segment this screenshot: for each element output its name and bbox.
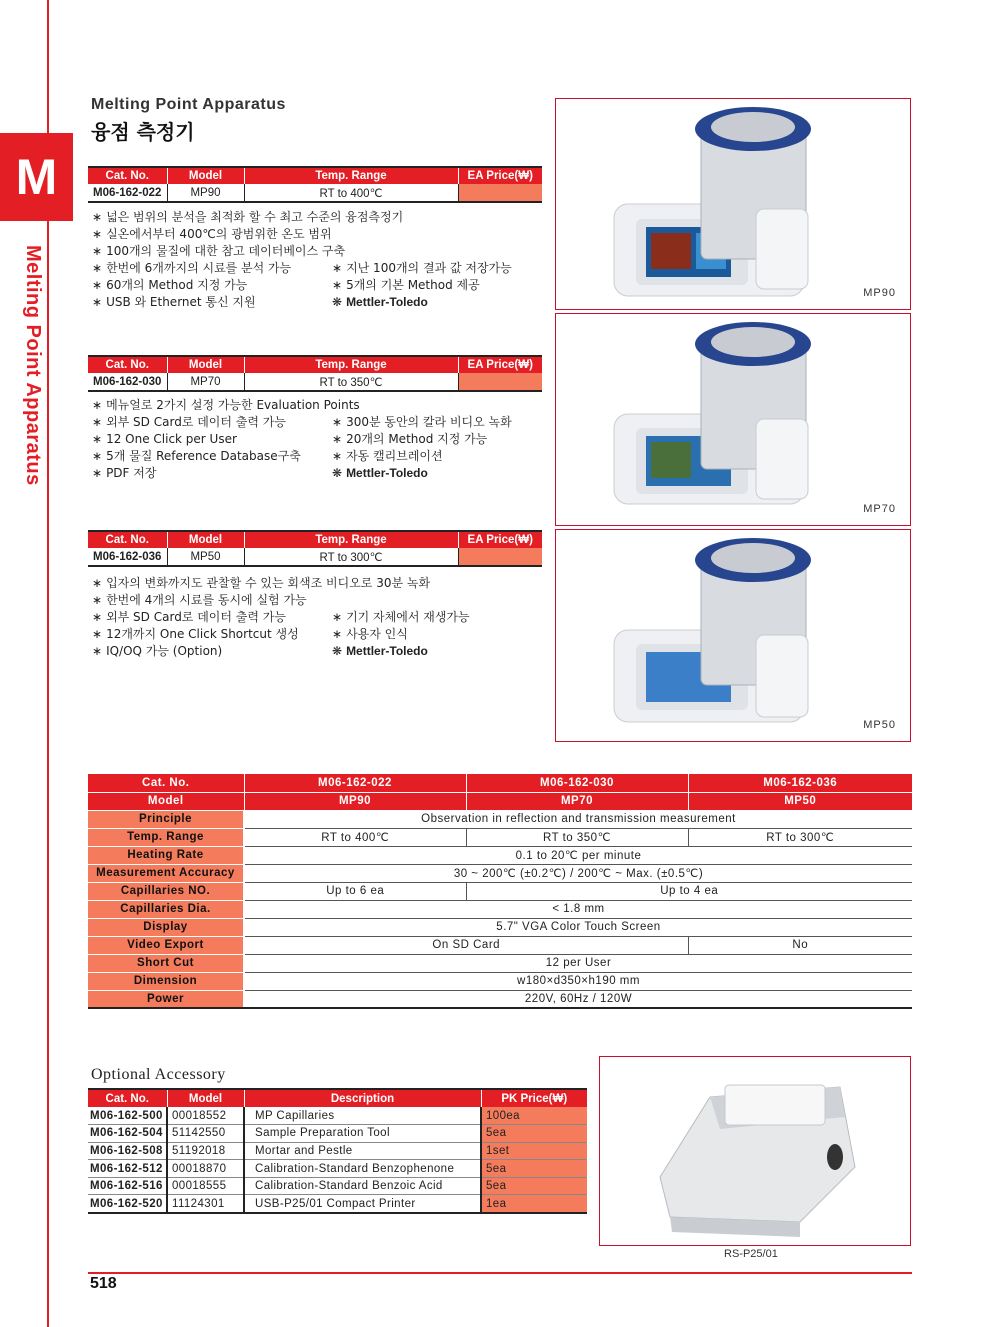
description: USB-P25/01 Compact Printer [244,1195,481,1213]
spec-label: Display [88,918,244,936]
cat-no: M06-162-512 [88,1160,167,1178]
photo-caption: MP70 [863,503,896,515]
feature-text: 메뉴얼로 2가지 설정 가능한 Evaluation Points [106,398,360,412]
spec-row-accuracy [88,864,912,882]
vertical-section-title [14,245,44,505]
spec-row-model [88,792,912,810]
spec-label: Power [88,990,244,1008]
spec-value: MP50 [688,792,912,810]
spec-label: Temp. Range [88,828,244,846]
feature-text: 100개의 물질에 대한 참고 데이터베이스 구축 [106,244,346,258]
spec-value: MP70 [466,792,688,810]
spec-label: Capillaries Dia. [88,900,244,918]
col-temp: Temp. Range [244,531,458,548]
feature-row: ∗ 5개 물질 Reference Database구축 ∗ 자동 캘리브레이션 [92,449,443,463]
description: Mortar and Pestle [244,1142,481,1160]
spec-value: M06-162-022 [244,774,466,792]
page-number: 518 [90,1275,117,1292]
feature-list-mp50 [92,575,470,660]
cat-no: M06-162-504 [88,1125,167,1143]
model: 00018870 [167,1160,244,1178]
melting-point-device-image [556,99,911,310]
feature-text: 12 One Click per User [106,432,237,446]
model: 00018552 [167,1107,244,1125]
product-photo-mp90 [555,98,911,310]
accessory-table [88,1088,587,1214]
price: 1set [481,1142,587,1160]
spec-value: < 1.8 mm [244,900,912,918]
description: Calibration-Standard Benzoic Acid [244,1177,481,1195]
spec-label: Video Export [88,936,244,954]
spec-value: RT to 350℃ [466,828,688,846]
price [458,184,542,202]
cat-no: M06-162-030 [88,373,167,391]
feature-text: 입자의 변화까지도 관찰할 수 있는 회색조 비디오로 30분 녹화 [106,576,431,590]
brand-label: Mettler-Toledo [346,295,428,309]
spec-value: 30 ~ 200℃ (±0.2℃) / 200℃ ~ Max. (±0.5℃) [244,864,912,882]
product-table-mp50 [88,530,542,567]
table-row [88,1142,587,1160]
spec-value: RT to 400℃ [244,828,466,846]
spec-label: Cat. No. [88,774,244,792]
accessory-title: Optional Accessory [91,1066,226,1083]
feature-row: ∗ 입자의 변화까지도 관찰할 수 있는 회색조 비디오로 30분 녹화 [92,576,431,590]
feature-text: 외부 SD Card로 데이터 출력 가능 [106,415,286,429]
temp-range: RT to 350℃ [244,373,458,391]
col-cat: Cat. No. [88,1089,167,1107]
spec-label: Principle [88,810,244,828]
spec-label: Dimension [88,972,244,990]
price: 5ea [481,1125,587,1143]
spec-row-temp [88,828,912,846]
feature-row: ∗ 실온에서부터 400℃의 광범위한 온도 범위 [92,227,332,241]
spec-value: w180×d350×h190 mm [244,972,912,990]
feature-text: 한번에 4개의 시료를 동시에 실험 가능 [106,593,307,607]
col-cat: Cat. No. [88,167,167,184]
spec-value: No [688,936,912,954]
printer-photo [599,1056,911,1246]
feature-list-mp90 [92,209,512,311]
price: 100ea [481,1107,587,1125]
price: 5ea [481,1160,587,1178]
cat-no: M06-162-500 [88,1107,167,1125]
feature-row: ∗ 12개까지 One Click Shortcut 생성 ∗ 사용자 인식 [92,627,408,641]
col-model: Model [167,167,244,184]
spec-value: 0.1 to 20℃ per minute [244,846,912,864]
col-price: PK Price(₩) [481,1089,587,1107]
table-row [88,1160,587,1178]
col-temp: Temp. Range [244,167,458,184]
col-model: Model [167,531,244,548]
spec-value: M06-162-036 [688,774,912,792]
spec-value: Observation in reflection and transmission measurement [244,810,912,828]
spec-row-heating [88,846,912,864]
feature-row: ∗ 외부 SD Card로 데이터 출력 가능 ∗ 기기 자체에서 재생가능 [92,610,470,624]
col-price: EA Price(₩) [458,167,542,184]
spec-value: Up to 4 ea [466,882,912,900]
feature-text: 60개의 Method 지정 가능 [106,278,248,292]
feature-text: 5개 물질 Reference Database구축 [106,449,301,463]
feature-text: 자동 캘리브레이션 [346,449,443,463]
model: MP50 [167,548,244,566]
spec-row-cat [88,774,912,792]
spec-value: 5.7" VGA Color Touch Screen [244,918,912,936]
spec-row-display [88,918,912,936]
spec-value: On SD Card [244,936,688,954]
table-row [88,1195,587,1213]
cat-no: M06-162-022 [88,184,167,202]
feature-row: ∗ 12 One Click per User ∗ 20개의 Method 지정 가능 [92,432,488,446]
feature-text: 12개까지 One Click Shortcut 생성 [106,627,299,641]
cat-no: M06-162-516 [88,1177,167,1195]
printer-caption: RS-P25/01 [724,1248,778,1260]
table-row [88,1125,587,1143]
brand-label: Mettler-Toledo [346,466,428,480]
spec-row-capillaries-dia [88,900,912,918]
vertical-section-title-text: Melting Point Apparatus [22,245,44,486]
spec-row-principle [88,810,912,828]
spec-label: Heating Rate [88,846,244,864]
price [458,373,542,391]
feature-row: ∗ 넓은 범위의 분석을 최적화 할 수 최고 수준의 융점측정기 [92,210,404,224]
description: Calibration-Standard Benzophenone [244,1160,481,1178]
feature-text: PDF 저장 [106,466,157,480]
feature-text: 5개의 기본 Method 제공 [346,278,480,292]
feature-list-mp70 [92,397,512,482]
feature-row: ∗ 외부 SD Card로 데이터 출력 가능 ∗ 300분 동안의 칼라 비디오 녹화 [92,415,512,429]
spec-row-shortcut [88,954,912,972]
feature-text: 외부 SD Card로 데이터 출력 가능 [106,610,286,624]
spec-comparison-table [88,774,912,1009]
model: 00018555 [167,1177,244,1195]
section-tab: M [0,133,73,221]
product-photo-mp70 [555,313,911,526]
printer-image [600,1057,911,1246]
feature-text: 지난 100개의 결과 값 저장가능 [346,261,512,275]
price: 1ea [481,1195,587,1213]
page-title-en: Melting Point Apparatus [91,96,286,113]
spec-label: Measurement Accuracy [88,864,244,882]
spec-label: Short Cut [88,954,244,972]
model: MP90 [167,184,244,202]
cat-no: M06-162-036 [88,548,167,566]
feature-row: ∗ USB 와 Ethernet 통신 지원 ❋ Mettler-Toledo [92,295,428,309]
cat-no: M06-162-520 [88,1195,167,1213]
feature-row: ∗ PDF 저장 ❋ Mettler-Toledo [92,466,428,480]
temp-range: RT to 400℃ [244,184,458,202]
col-model: Model [167,356,244,373]
feature-row: ∗ 메뉴얼로 2가지 설정 가능한 Evaluation Points [92,398,360,412]
photo-caption: MP90 [863,287,896,299]
spec-value: Up to 6 ea [244,882,466,900]
feature-text: 넓은 범위의 분석을 최적화 할 수 최고 수준의 융점측정기 [106,210,404,224]
brand-label: Mettler-Toledo [346,644,428,658]
feature-row: ∗ 100개의 물질에 대한 참고 데이터베이스 구축 [92,244,346,258]
feature-text: 한번에 6개까지의 시료를 분석 가능 [106,261,292,275]
col-model: Model [167,1089,244,1107]
spec-value: MP90 [244,792,466,810]
feature-text: IQ/OQ 가능 (Option) [106,644,223,658]
page-title-ko: 융점 측정기 [91,120,195,144]
feature-row: ∗ 한번에 6개까지의 시료를 분석 가능 ∗ 지난 100개의 결과 값 저장가능 [92,261,512,275]
description: Sample Preparation Tool [244,1125,481,1143]
feature-row: ∗ IQ/OQ 가능 (Option) ❋ Mettler-Toledo [92,644,428,658]
spec-row-video [88,936,912,954]
feature-text: 기기 자체에서 재생가능 [346,610,470,624]
col-cat: Cat. No. [88,356,167,373]
price [458,548,542,566]
spec-value: RT to 300℃ [688,828,912,846]
model: 11124301 [167,1195,244,1213]
temp-range: RT to 300℃ [244,548,458,566]
spec-label: Capillaries NO. [88,882,244,900]
feature-row: ∗ 60개의 Method 지정 가능 ∗ 5개의 기본 Method 제공 [92,278,480,292]
feature-row: ∗ 한번에 4개의 시료를 동시에 실험 가능 [92,593,307,607]
melting-point-device-image [556,314,911,526]
footer-divider [88,1272,912,1274]
melting-point-device-image [556,530,911,742]
price: 5ea [481,1177,587,1195]
product-table-mp90 [88,166,542,203]
photo-caption: MP50 [863,719,896,731]
spec-row-capillaries-no [88,882,912,900]
feature-text: 사용자 인식 [346,627,408,641]
model: 51142550 [167,1125,244,1143]
feature-text: 실온에서부터 400℃의 광범위한 온도 범위 [106,227,332,241]
feature-text: 300분 동안의 칼라 비디오 녹화 [346,415,512,429]
feature-text: USB 와 Ethernet 통신 지원 [106,295,256,309]
col-price: EA Price(₩) [458,356,542,373]
table-row [88,1107,587,1125]
col-desc: Description [244,1089,481,1107]
model: 51192018 [167,1142,244,1160]
product-photo-mp50 [555,529,911,742]
col-price: EA Price(₩) [458,531,542,548]
model: MP70 [167,373,244,391]
feature-text: 20개의 Method 지정 가능 [346,432,488,446]
spec-label: Model [88,792,244,810]
table-row [88,1177,587,1195]
spec-value: M06-162-030 [466,774,688,792]
cat-no: M06-162-508 [88,1142,167,1160]
product-table-mp70 [88,355,542,392]
col-cat: Cat. No. [88,531,167,548]
col-temp: Temp. Range [244,356,458,373]
spec-row-dimension [88,972,912,990]
spec-row-power [88,990,912,1008]
spec-value: 12 per User [244,954,912,972]
spec-value: 220V, 60Hz / 120W [244,990,912,1008]
description: MP Capillaries [244,1107,481,1125]
